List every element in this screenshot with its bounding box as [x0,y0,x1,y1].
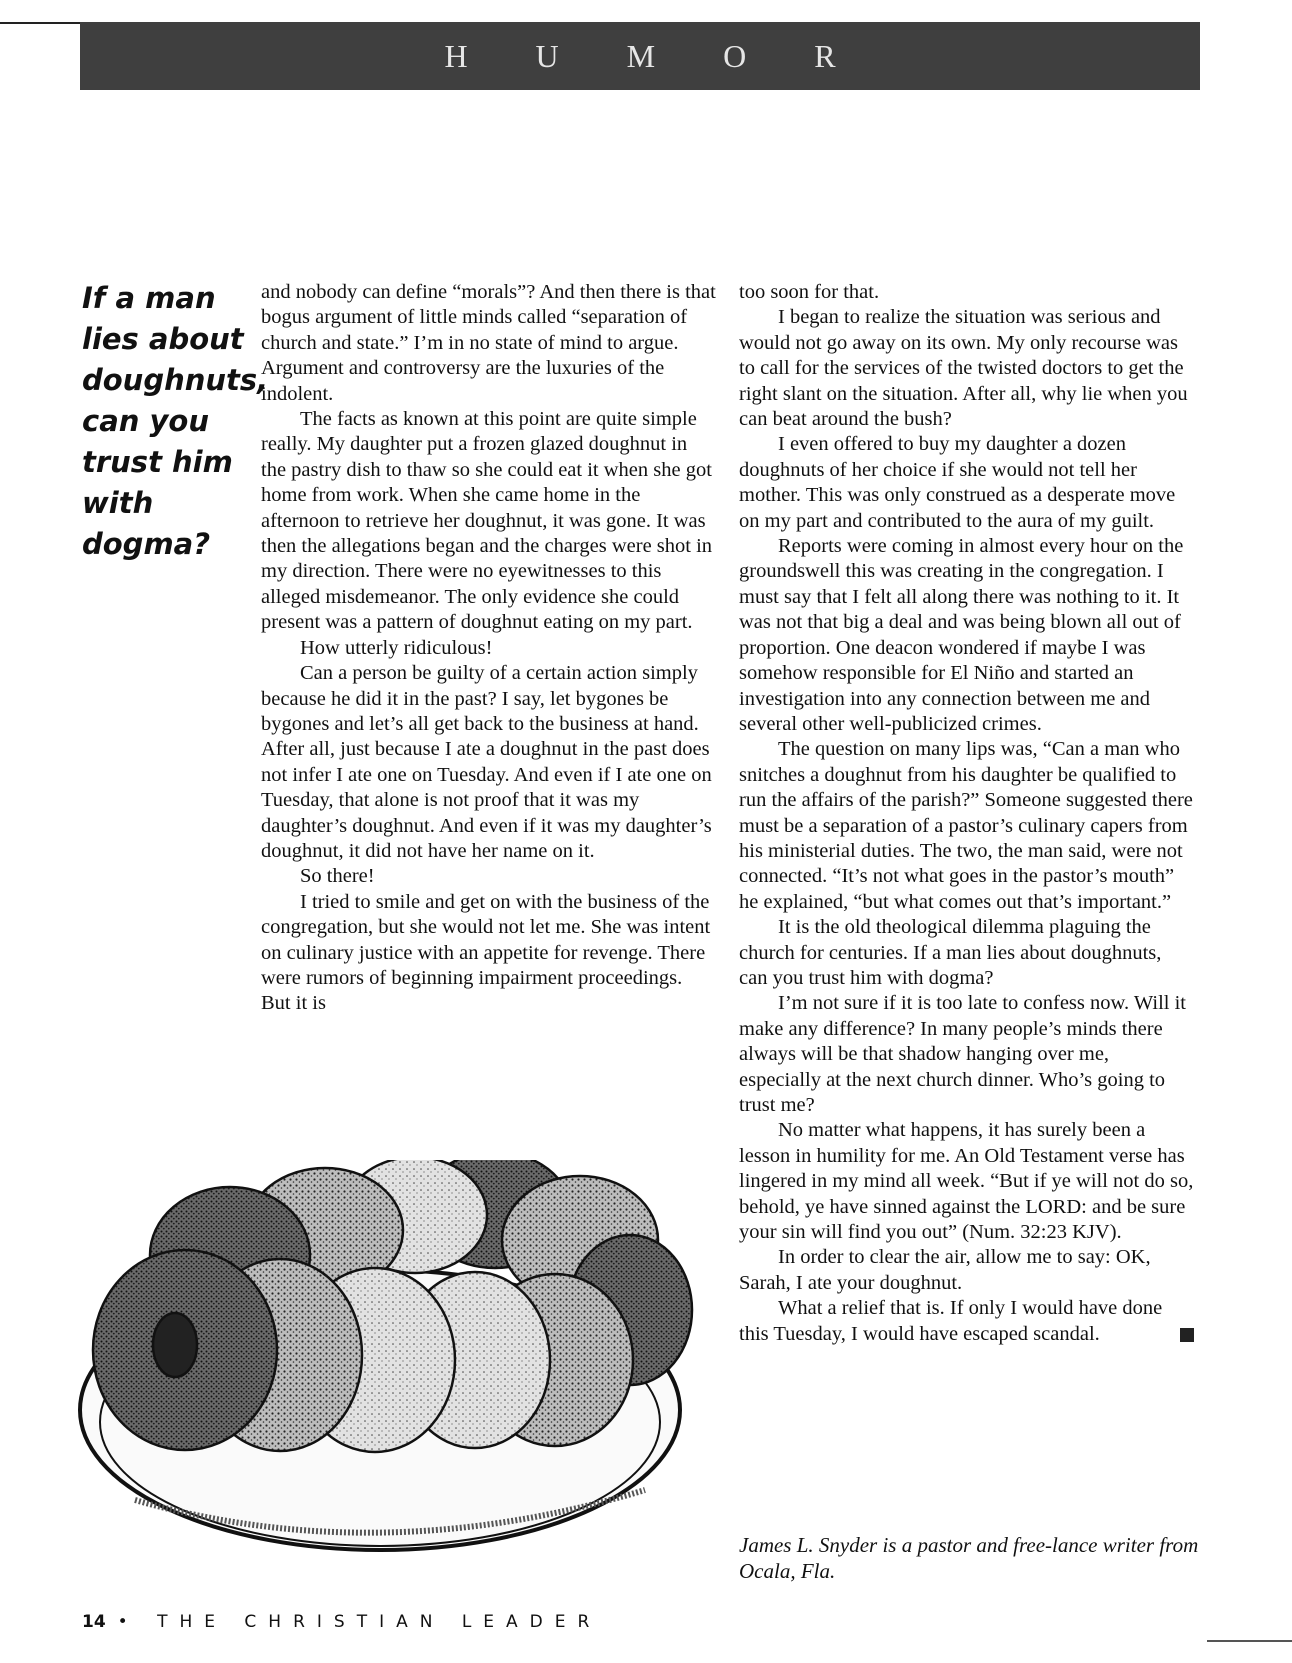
paragraph: It is the old theological dilemma plaguing the church for centuries. If a man lies about doughnuts, can you trust him with dogma? [739,916,1162,989]
doughnut-plate-illustration [55,1160,705,1580]
paragraph: The facts as known at this point are quite simple really. My daughter put a frozen glazed doughnut in the pastry dish to thaw so she could eat it when she got home from work. When she came home in the afternoon to retrieve her doughnut, it was gone. It was then the allegations began and the charges were shot in my direction. There were no eyewitnesses to this alleged misdemeanor. The only evidence she could present was a pattern of doughnut eating on my part. [261,408,713,634]
paragraph: I began to realize the situation was serious and would not go away on its own. My only recourse was to call for the services of the twisted doctors to get the right slant on the situation. After all, why lie when you can beat around the bush? [739,306,1188,431]
paragraph: Can a person be guilty of a certain action simply because he did it in the past? I say, let bygones be bygones and let’s all get back to the business at hand. After all, just because I ate a doughnut in the past does not infer I ate one on Tuesday. And even if I ate one on Tuesday, that alone is not proof that it was my daughter’s doughnut. And even if it was my daughter’s doughnut, it did not have her name on it. [261,662,712,862]
paragraph: and nobody can define “morals”? And then there is that bogus argument of little minds called “separation of church and state.” I’m in no state of mind to argue. Argument and controversy are the luxuries of the indolent. [261,281,716,405]
article-column-2 [739,280,1194,1347]
pull-quote-line: If a man [82,281,216,315]
author-byline: James L. Snyder is a pastor and free-lance writer from Ocala, Fla. [739,1533,1199,1583]
paragraph: I even offered to buy my daughter a dozen doughnuts of her choice if she would not tell her mother. This was only construed as a desperate move on my part and contributed to the aura of my guilt. [739,433,1176,532]
pull-quote-line: can you [82,404,209,438]
paragraph: I’m not sure if it is too late to confess now. Will it make any difference? In many people’s minds there always will be that shadow hanging over me, especially at the next church dinner. Who’s going to trust me? [739,992,1186,1116]
paragraph-text: What a relief that is. If only I would have done this Tuesday, I would have escaped scandal. [739,1297,1163,1345]
page-number: 14 [82,1612,106,1632]
pull-quote-line: dogma? [82,527,211,561]
paragraph: Reports were coming in almost every hour on the groundswell this was creating in the congregation. I must say that I felt all along there was nothing to it. It was not that big a deal and was being blown all out of proportion. One deacon wondered if maybe I was somehow responsible for El Niño and started an investigation into any connection between me and several other well-publicized crimes. [739,535,1184,735]
section-header [80,22,1200,90]
paragraph: I tried to smile and get on with the business of the congregation, but she would not let me. She was intent on culinary justice with an appetite for revenge. There were rumors of beginning impairment proceedings. But it is [261,890,711,1015]
paragraph: No matter what happens, it has surely been a lesson in humility for me. An Old Testament verse has lingered in my mind all week. “But if ye will not do so, behold, ye have sinned against the LORD: and be sure your sin will find you out” (Num. 32:23 KJV). [739,1119,1194,1244]
footer-separator: • [117,1612,140,1632]
top-rule [0,22,80,24]
publication-name: THE CHRISTIAN LEADER [157,1612,602,1632]
end-mark-icon [1180,1328,1194,1342]
paragraph: The question on many lips was, “Can a man who snitches a doughnut from his daughter be qualified to run the affairs of the parish?” Someone suggested there must be a separation of a pastor’s culinary capers from his ministerial duties. The two, the man said, were not connected. “It’s not what goes in the pastor’s mouth” he explained, “but what comes out that’s important.” [739,738,1193,913]
pull-quote-line: doughnuts, [82,363,269,397]
paragraph: too soon for that. [739,281,880,303]
pull-quote-line: with [82,486,154,520]
pull-quote-line: lies about [82,322,244,356]
paragraph: In order to clear the air, allow me to say: OK, Sarah, I ate your doughnut. [739,1246,1151,1294]
section-title: H U M O R [444,37,866,74]
paragraph-final [739,1296,1194,1347]
pull-quote-line: trust him [82,445,233,479]
paragraph: How utterly ridiculous! [300,636,493,659]
bottom-rule [1207,1640,1292,1642]
page-footer [82,1612,601,1632]
paragraph: So there! [300,865,375,888]
pull-quote [82,278,269,565]
article-column-1 [261,280,716,1017]
